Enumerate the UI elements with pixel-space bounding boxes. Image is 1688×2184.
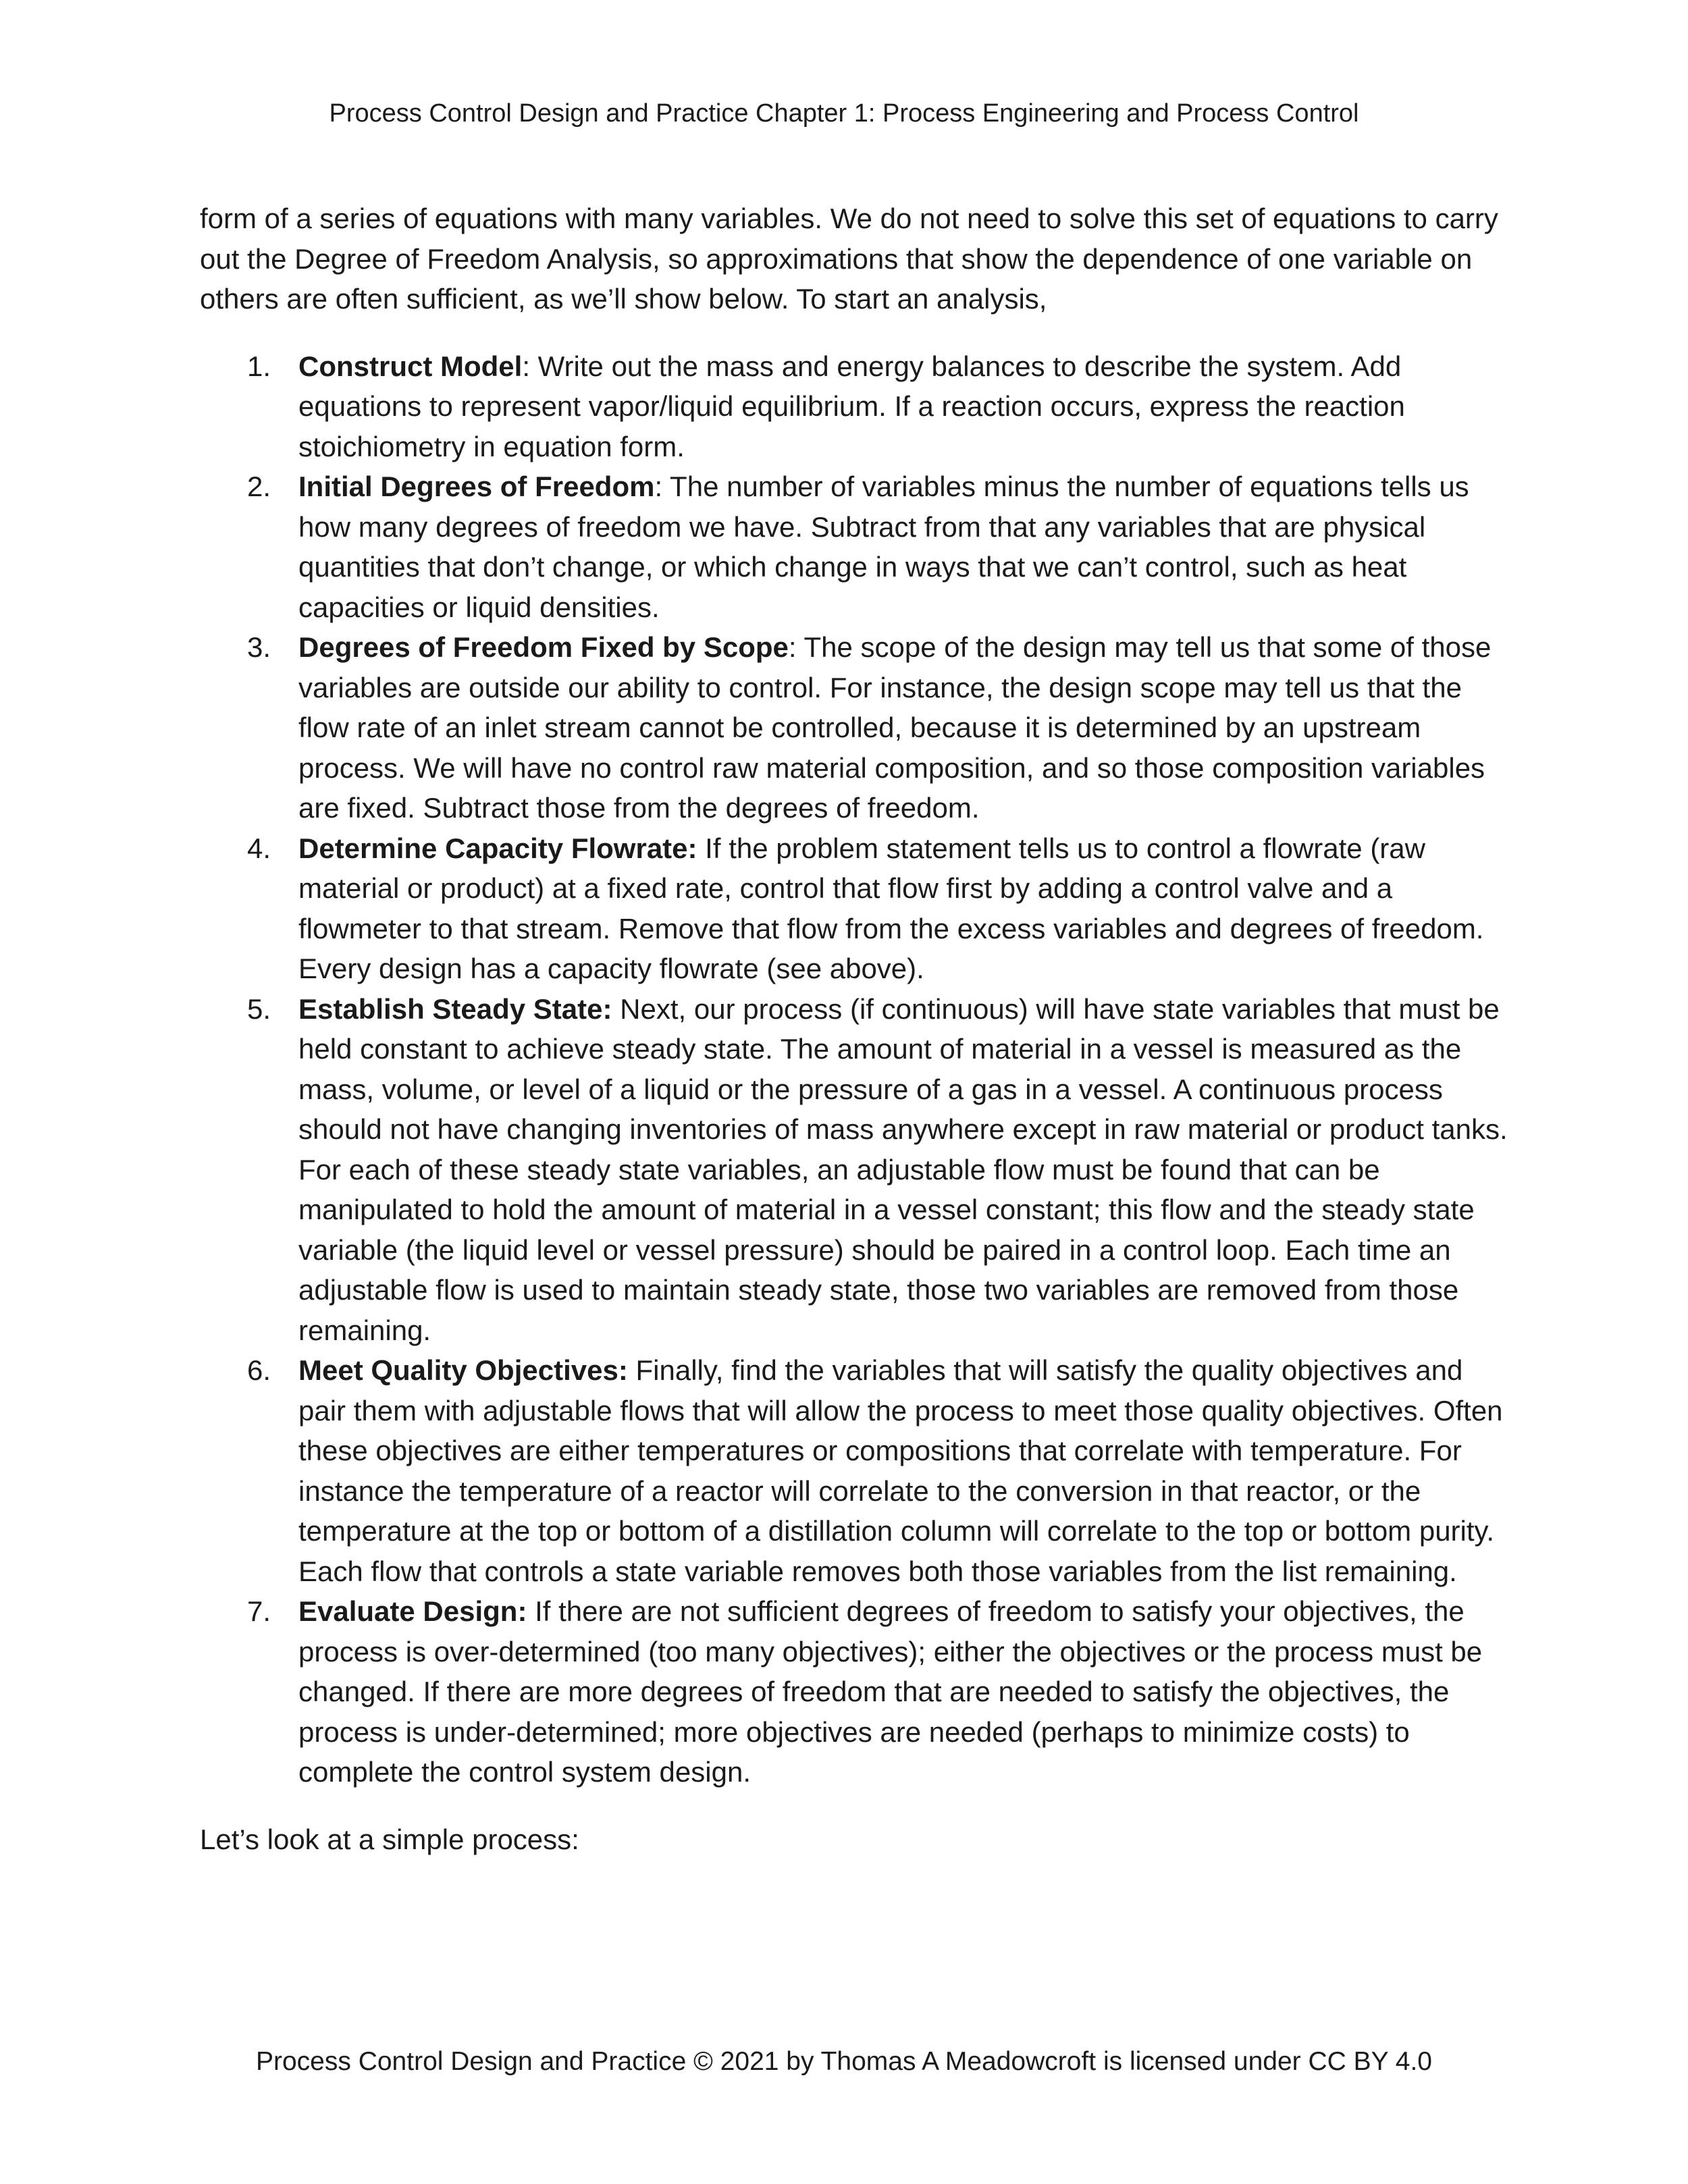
step-text: Write out the mass and energy balances to describe the system. Add equations to represent vapor/liquid equilibrium. If a reaction occurs, express the reaction stoichiometry in equation form. [298,350,1405,462]
page-header: Process Control Design and Practice Chapter 1: Process Engineering and Process Control [329,99,1359,128]
step-number: 6. [247,1354,271,1386]
step-separator: : [654,471,663,502]
step-text: The scope of the design may tell us that some of those variables are outside our ability to control. For instance, the design scope may tell us that the flow rate of an inlet stream cannot be controlled, because it is determined by an upstream process. We will have no control raw material composition, and so those composition variables are fixed. Subtract those from the degrees of freedom. [298,631,1492,824]
step-text: If the problem statement tells us to control a flowrate (raw material or product) at a fixed rate, control that flow first by adding a control valve and a flowmeter to that stream. Remove that flow from the excess variables and degrees of freedom. Every design has a capacity flowrate (see above). [298,832,1484,984]
list-item [200,467,1516,627]
step-title: Degrees of Freedom Fixed by Scope [298,631,789,663]
step-title: Establish Steady State: [298,992,612,1025]
step-number: 7. [247,1595,271,1627]
step-number: 2. [247,471,271,502]
list-item [200,828,1516,989]
closing-paragraph: Let’s look at a simple process: [200,1823,579,1855]
step-text: Finally, find the variables that will satisfy the quality objectives and pair them with adjustable flows that will allow the process to meet those quality objectives. Often these objectives are either temperatures or compositions that correlate with temperature. For instance the temperature of a reactor will correlate to the conversion in that reactor, or the temperature at the top or bottom of a distillation column will correlate to the top or bottom purity. Each flow that controls a state variable removes both those variables from the list remaining. [298,1354,1503,1587]
step-text: If there are not sufficient degrees of freedom to satisfy your objectives, the process is over-determined (too many objectives); either the objectives or the process must be changed. If there are more degrees of freedom that are needed to satisfy the objectives, the process is under-determined; more objectives are needed (perhaps to minimize costs) to complete the control system design. [298,1595,1483,1788]
page-body [200,198,1516,1859]
step-text: The number of variables minus the number of equations tells us how many degrees of freedom we have. Subtract from that any variables that are physical quantities that don’t change, or which change in ways that we can’t control, such as heat capacities or liquid densities. [298,471,1469,623]
list-item [200,627,1516,828]
list-item [200,1591,1516,1792]
step-title: Initial Degrees of Freedom [298,471,655,502]
step-separator: : [788,631,797,663]
list-item [200,1350,1516,1591]
step-number: 1. [247,350,271,382]
list-item [200,346,1516,467]
step-title: Evaluate Design: [298,1595,527,1627]
step-title: Determine Capacity Flowrate: [298,832,697,864]
step-number: 4. [247,832,271,864]
analysis-steps-list [200,346,1516,1792]
step-title: Construct Model [298,350,523,382]
step-number: 3. [247,631,271,663]
step-text: Next, our process (if continuous) will have state variables that must be held constant to achieve steady state. The amount of material in a vessel is measured as the mass, volume, or level of a liquid or the pressure of a gas in a vessel. A continuous process should not have changing inventories of mass anywhere except in raw material or product tanks. For each of these steady state variables, an adjustable flow must be found that can be manipulated to hold the amount of material in a vessel constant; this flow and the steady state variable (the liquid level or vessel pressure) should be paired in a control loop. Each time an adjustable flow is used to maintain steady state, those two variables are removed from those remaining. [298,992,1508,1346]
step-number: 5. [247,992,271,1025]
step-title: Meet Quality Objectives: [298,1354,628,1386]
list-item [200,989,1516,1351]
step-separator: : [522,350,530,382]
page-footer-license: Process Control Design and Practice © 2021 by Thomas A Meadowcroft is licensed under CC BY 4.0 [255,2047,1432,2076]
intro-paragraph: form of a series of equations with many variables. We do not need to solve this set of equations to carry out the Degree of Freedom Analysis, so approximations that show the dependence of one variable on others are often sufficient, as we’ll show below. To start an analysis, [200,203,1498,315]
